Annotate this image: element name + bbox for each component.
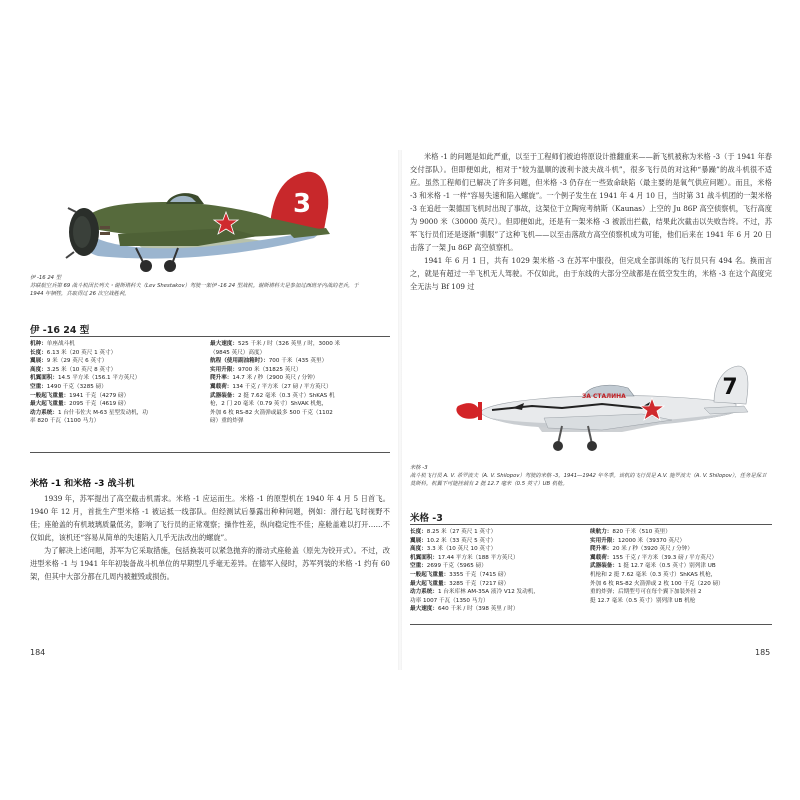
i16-spec-value: 1 台什韦佐夫 M-63 星型发动机，功 (57, 409, 148, 416)
mig3-spec-value: 17.44 平方米（188 平方英尺） (437, 554, 519, 561)
i16-spec-row (30, 392, 202, 401)
mig3-spec-key: 翼载荷： (590, 554, 613, 561)
mig3-spec-row (410, 562, 582, 571)
i16-spec-value: 1941 千克（4279 磅） (69, 392, 130, 399)
i16-spec-row (30, 340, 202, 349)
i16-spec-value: 700 千米（435 英里） (268, 358, 328, 365)
i16-spec-value: 磅）重的炸弹 (210, 418, 244, 425)
right-body-text-top (410, 150, 772, 293)
i16-spec-row (210, 374, 392, 383)
i16-spec-key: 爬升率： (210, 375, 233, 382)
i16-spec-rule (30, 336, 390, 337)
mig3-spec-value: 机枪和 2 挺 7.62 毫米（0.3 英寸）ShKAS 机枪， (590, 571, 717, 578)
mig3-spec-key: 高度： (410, 546, 427, 553)
mig3-spec-row (410, 571, 582, 580)
mig3-slogan: ЗА СТАЛИНА (582, 393, 626, 400)
right-paragraph-2: 1941 年 6 月 1 日，共有 1029 架米格 -3 在苏军中服役，但完成全部训练的飞行员只有 494 名。换而言之，就是有超过一半飞机无人驾驶。不仅如此，由于东线的大部分空战都是在低空发生的，米格 -3 在这个高度完全无法与 Bf 109 过 (410, 256, 772, 291)
i16-spec-key: 机翼面积： (30, 375, 58, 382)
mig3-spec-row (590, 554, 772, 563)
mig3-spec-value: 挺 12.7 毫米（0.5 英寸）别列津 UB 机枪 (590, 597, 696, 604)
mig3-spec-key: 爬升率： (590, 546, 613, 553)
mig3-spec-row (410, 537, 582, 546)
mig3-spec-key: 最大速度： (410, 606, 438, 613)
mig3-spec-row (590, 571, 772, 580)
i16-spec-value: （9845 英尺）高度） (210, 349, 266, 356)
i16-spec-key: 空重： (30, 383, 47, 390)
i16-spec-value: 525 千米 / 时（326 英里 / 时，3000 米 (237, 341, 341, 347)
i16-caption-title: 伊 -16 24 型 (30, 275, 62, 281)
i16-spec-value: 9 米（29 英尺 6 英寸） (46, 358, 108, 365)
left-paragraph-2: 为了解决上述问题，苏军为它采取措施，包括换装可以紧急抛弃的滑动式座舱盖（原先为铰开式）。不过，改进型米格 -1 与 1941 年年初装备战斗机单位的早期型几乎毫无差异。在德军入侵时，苏军列装的米格 -1 约有 60 架，但其中大部分都在几周内被摧毁或损伤。 (30, 546, 390, 581)
mig-section-heading: 米格 -1 和米格 -3 战斗机 (30, 479, 135, 489)
i16-spec-row (210, 417, 392, 426)
mig3-spec-row (590, 580, 772, 589)
mig3-spec-row (590, 537, 772, 546)
i16-spec-row (30, 417, 202, 426)
mig3-spec-key: 实用升限： (590, 537, 618, 544)
mig3-spec-value: 外加 6 枚 RS-82 火箭弹或 2 枚 100 千克（220 磅） (590, 580, 724, 587)
mig3-specs-left (410, 528, 582, 614)
i16-spec-rule-bottom (30, 452, 390, 453)
i16-spec-value: 外加 6 枚 RS-82 火箭弹或最多 500 千克（1102 (210, 409, 333, 416)
i16-spec-key: 动力系统： (30, 409, 58, 416)
mig3-caption-text: 战斗机飞行员 A. V. 希罗波夫（A. V. Shilopov）驾驶的米格 -3，1941—1942 年冬季。该机的飞行员是 A.V. 施罗波夫（A. V. Shilopov），任务是保卫莫斯科。机翼下可能挂载有 2 挺 12.7 毫米（0.5 英寸）UB 机枪。 (410, 473, 767, 487)
mig3-spec-value: 820 千米（510 英里） (612, 529, 671, 535)
i16-spec-row (30, 366, 202, 375)
mig3-spec-value: 1 台米库林 AM-35A 液冷 V12 发动机， (437, 589, 539, 596)
mig3-spec-key: 空重： (410, 563, 427, 570)
i16-specs-left (30, 340, 202, 426)
i16-spec-value: 枪，2 门 20 毫米（0.79 英寸）ShVAK 机炮， (210, 401, 328, 408)
mig3-spec-row (590, 597, 772, 606)
left-page-number: 184 (30, 648, 46, 657)
i16-spec-key: 武器装备： (210, 392, 238, 399)
mig3-spec-value: 2699 千克（5965 磅） (426, 563, 487, 570)
mig3-spec-row (590, 545, 772, 554)
i16-spec-row (30, 383, 202, 392)
mig3-spec-key: 翼展： (410, 537, 427, 544)
i16-spec-key: 长度： (30, 349, 47, 356)
mig3-spec-rule-bottom (410, 624, 772, 625)
i16-spec-title: 伊 -16 24 型 (30, 325, 90, 336)
mig3-spec-key: 武器装备： (590, 563, 618, 570)
i16-spec-key: 航程（使用副油箱时）： (210, 358, 269, 365)
mig3-spec-key: 动力系统： (410, 589, 438, 596)
i16-spec-value: 9700 米（31825 英尺） (237, 366, 302, 373)
mig3-spec-row (410, 545, 582, 554)
i16-spec-key: 翼展： (30, 358, 47, 365)
mig3-specs-right (590, 528, 772, 605)
mig3-caption (410, 464, 770, 488)
mig3-spec-row (410, 588, 582, 597)
mig3-spec-key: 机翼面积： (410, 554, 438, 561)
mig3-spec-value: 12000 米（39370 英尺） (617, 537, 686, 544)
right-paragraph-1: 米格 -1 的问题是如此严重，以至于工程师们被迫将原设计推翻重来——新飞机被称为米格 -3（于 1941 年春交付部队）。但即便如此，相对于“较为温顺的波利卡波夫战斗机”，很多飞行员的对这种“暴躁”的战斗机很不适应。虽然工程师们已解决了许多问题，但米格 -3 仍存在一些致命缺陷（最主要的是氧气供应问题）。而且，米格 -3 和米格 -1 一样“容易失速和陷入螺旋”。一个例子发生在 1941 年 4 月 10 日，当时第 31 战斗机团的一架米格 -3 在追赶一架德国飞机时出现了事故，这架位于立陶宛考纳斯（Kaunas）上空的 Ju 86P 高空侦察机，飞行高度为 9000 米（30000 英尺）。但即便如此，还是有一架米格 -3 被派出拦截，结果此次截击以失败告终。不过，苏军飞行员们还是逐渐“驯服”了这种飞机——以至击落敌方高空侦察机成为可能，他们后来在 1941 年 6 月 20 日击落了一架 Ju 86P 高空侦察机。 (410, 152, 772, 252)
i16-spec-value: 1490 千克（3285 磅） (46, 383, 107, 390)
i16-spec-row (30, 400, 202, 409)
mig3-spec-value: 155 千克 / 平方米（39.3 磅 / 平方英尺） (612, 554, 718, 561)
right-page-number: 185 (755, 648, 771, 657)
i16-spec-value: 6.13 米（20 英尺 1 英寸） (46, 349, 117, 356)
i16-spec-key: 最大起飞重量： (30, 401, 70, 408)
i16-spec-row (210, 349, 392, 358)
i16-spec-row (30, 349, 202, 358)
i16-spec-row (210, 392, 392, 401)
mig3-spec-title: 米格 -3 (410, 513, 443, 524)
i16-spec-row (210, 340, 392, 349)
i16-caption (30, 274, 360, 298)
mig3-spec-row (590, 528, 772, 537)
mig3-spec-row (410, 528, 582, 537)
mig3-spec-value: 重的炸弹；后期型号可在每个翼下加装外挂 2 (590, 589, 702, 596)
mig3-spec-row (410, 580, 582, 589)
mig3-spec-value: 1 挺 12.7 毫米（0.5 英寸）别列津 UB (617, 563, 716, 570)
mig3-spec-row (410, 554, 582, 563)
mig3-spec-value: 3355 千克（7415 磅） (449, 571, 510, 578)
left-paragraph-1: 1939 年，苏军提出了高空截击机需求。米格 -1 应运而生。米格 -1 的原型机在 1940 年 4 月 5 日首飞。1940 年 12 月，首批生产型米格 -1 被运抵一线部队。但经测试后暴露出种种问题，例如：滑行起飞时视野不佳；座舱盖的有机玻璃质量低劣，影响了飞行员的正常观察；操作性差，纵向稳定性不佳；座舱盖难以打开……不仅如此，该机还“容易从简单的失速陷入几乎无法改出的螺旋”。 (30, 494, 390, 542)
mig3-illustration (452, 360, 752, 465)
i16-tail-number: 3 (292, 189, 312, 219)
mig3-spec-row (410, 605, 582, 614)
mig3-spec-row (590, 562, 772, 571)
i16-spec-row (30, 374, 202, 383)
i16-spec-row (30, 357, 202, 366)
mig3-spec-rule (410, 524, 772, 525)
i16-spec-value: 3.25 米（10 英尺 8 英寸） (46, 366, 117, 373)
mig3-spec-row (590, 588, 772, 597)
mig3-spec-value: 8.25 米（27 英尺 1 英寸） (426, 529, 497, 535)
i16-spec-value: 14.7 米 / 秒（2900 英尺 / 分钟） (232, 375, 319, 382)
mig3-spec-value: 640 千米 / 时（398 英里 / 时） (437, 606, 519, 613)
mig3-spec-value: 3285 千克（7217 磅） (449, 580, 510, 587)
i16-spec-row (210, 409, 392, 418)
mig3-spec-row (410, 597, 582, 606)
i16-spec-row (210, 357, 392, 366)
mig3-caption-title: 米格 -3 (410, 465, 428, 471)
i16-spec-value: 2 挺 7.62 毫米（0.3 英寸）ShKAS 机 (237, 392, 335, 399)
i16-spec-key: 机种： (30, 341, 47, 347)
i16-spec-value: 率 820 千瓦（1100 马力） (30, 418, 100, 425)
mig3-spec-key: 续航力： (590, 529, 613, 535)
i16-spec-key: 一般起飞重量： (30, 392, 70, 399)
mig3-spec-value: 3.3 米（10 英尺 10 英寸） (426, 546, 497, 553)
i16-spec-row (210, 400, 392, 409)
mig3-tail-number: 7 (722, 375, 738, 400)
i16-caption-text: 苏联航空兵第 69 战斗机团长列夫・谢斯塔科夫（Lev Shestakov）驾驶一架伊 -16 24 型战机。谢斯塔科夫是参加过西班牙内战的老兵，于 1944 年牺牲，共取得过 26 次空战胜利。 (30, 283, 359, 297)
i16-spec-key: 实用升限： (210, 366, 238, 373)
i16-spec-value: 14.5 平方米（156.1 平方英尺） (57, 375, 141, 382)
left-body-text (30, 492, 390, 583)
mig3-spec-value: 功率 1007 千瓦（1350 马力） (410, 597, 489, 604)
mig3-spec-key: 一般起飞重量： (410, 571, 450, 578)
book-gutter (398, 150, 402, 670)
i16-spec-row (210, 383, 392, 392)
i16-spec-key: 翼载荷： (210, 383, 233, 390)
i16-spec-value: 单座战斗机 (46, 341, 75, 347)
i16-spec-row (210, 366, 392, 375)
i16-specs-right (210, 340, 392, 426)
mig3-spec-key: 长度： (410, 529, 427, 535)
mig3-spec-key: 最大起飞重量： (410, 580, 450, 587)
i16-spec-value: 2095 千克（4619 磅） (69, 401, 130, 408)
i16-illustration (58, 168, 338, 278)
mig3-spec-value: 20 米 / 秒（3920 英尺 / 分钟） (612, 546, 693, 553)
mig3-spec-value: 10.2 米（33 英尺 5 英寸） (426, 537, 497, 544)
i16-spec-row (30, 409, 202, 418)
i16-spec-key: 最大速度： (210, 341, 238, 347)
i16-spec-value: 134 千克 / 平方米（27 磅 / 平方英尺） (232, 383, 332, 390)
i16-spec-key: 高度： (30, 366, 47, 373)
